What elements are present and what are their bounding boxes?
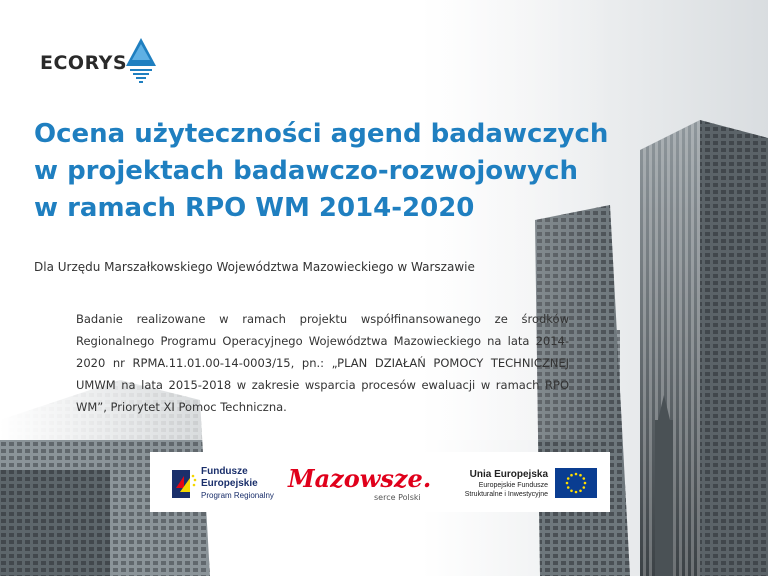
unia-europejska-logo: [460, 468, 548, 499]
fe-line-2: Europejskie: [201, 478, 258, 489]
title-line-2: w projektach badawczo-rozwojowych: [34, 156, 579, 186]
ecorys-triangle-icon: [126, 38, 156, 84]
ue-line-2: Europejskie Fundusze: [478, 482, 548, 489]
mazowsze-logo: [288, 464, 432, 502]
mazowsze-wordmark: Mazowsze.: [288, 464, 432, 493]
ue-line-1: Unia Europejska: [469, 469, 548, 480]
subtitle: Dla Urzędu Marszałkowskiego Województwa Mazowieckiego w Warszawie: [34, 260, 475, 274]
mazowsze-tagline: serce Polski: [374, 493, 421, 502]
funding-logos-bar: [150, 452, 610, 512]
project-description: Badanie realizowane w ramach projektu współfinansowanego ze środków Regionalnego Programu Operacyjnego Województwa Mazowieckiego na lata 2014-2020 nr RPMA.11.01.00-14-0003/15, pn.: „PLAN DZIAŁAŃ POMOCY TECHNICZNEJ UMWM na lata 2015-2018 w zakresie wsparcia procesów ewaluacji w ramach RPO WM”, Priorytet XI Pomoc Techniczna.: [76, 312, 569, 414]
title-line-3: w ramach RPO WM 2014-2020: [34, 193, 475, 223]
fe-line-1: Fundusze: [201, 466, 248, 477]
ecorys-logo: [40, 38, 170, 88]
title-line-1: Ocena użyteczności agend badawczych: [34, 119, 609, 149]
ecorys-logo-text: ECORYS: [40, 52, 128, 74]
eu-flag-icon: [555, 468, 597, 498]
ue-line-3: Strukturalne i Inwestycyjne: [464, 491, 548, 498]
fundusze-europejskie-logo: [201, 466, 274, 501]
fe-line-3: Program Regionalny: [201, 491, 274, 500]
fundusze-europejskie-icon: [172, 466, 198, 502]
page-title: [34, 116, 608, 227]
